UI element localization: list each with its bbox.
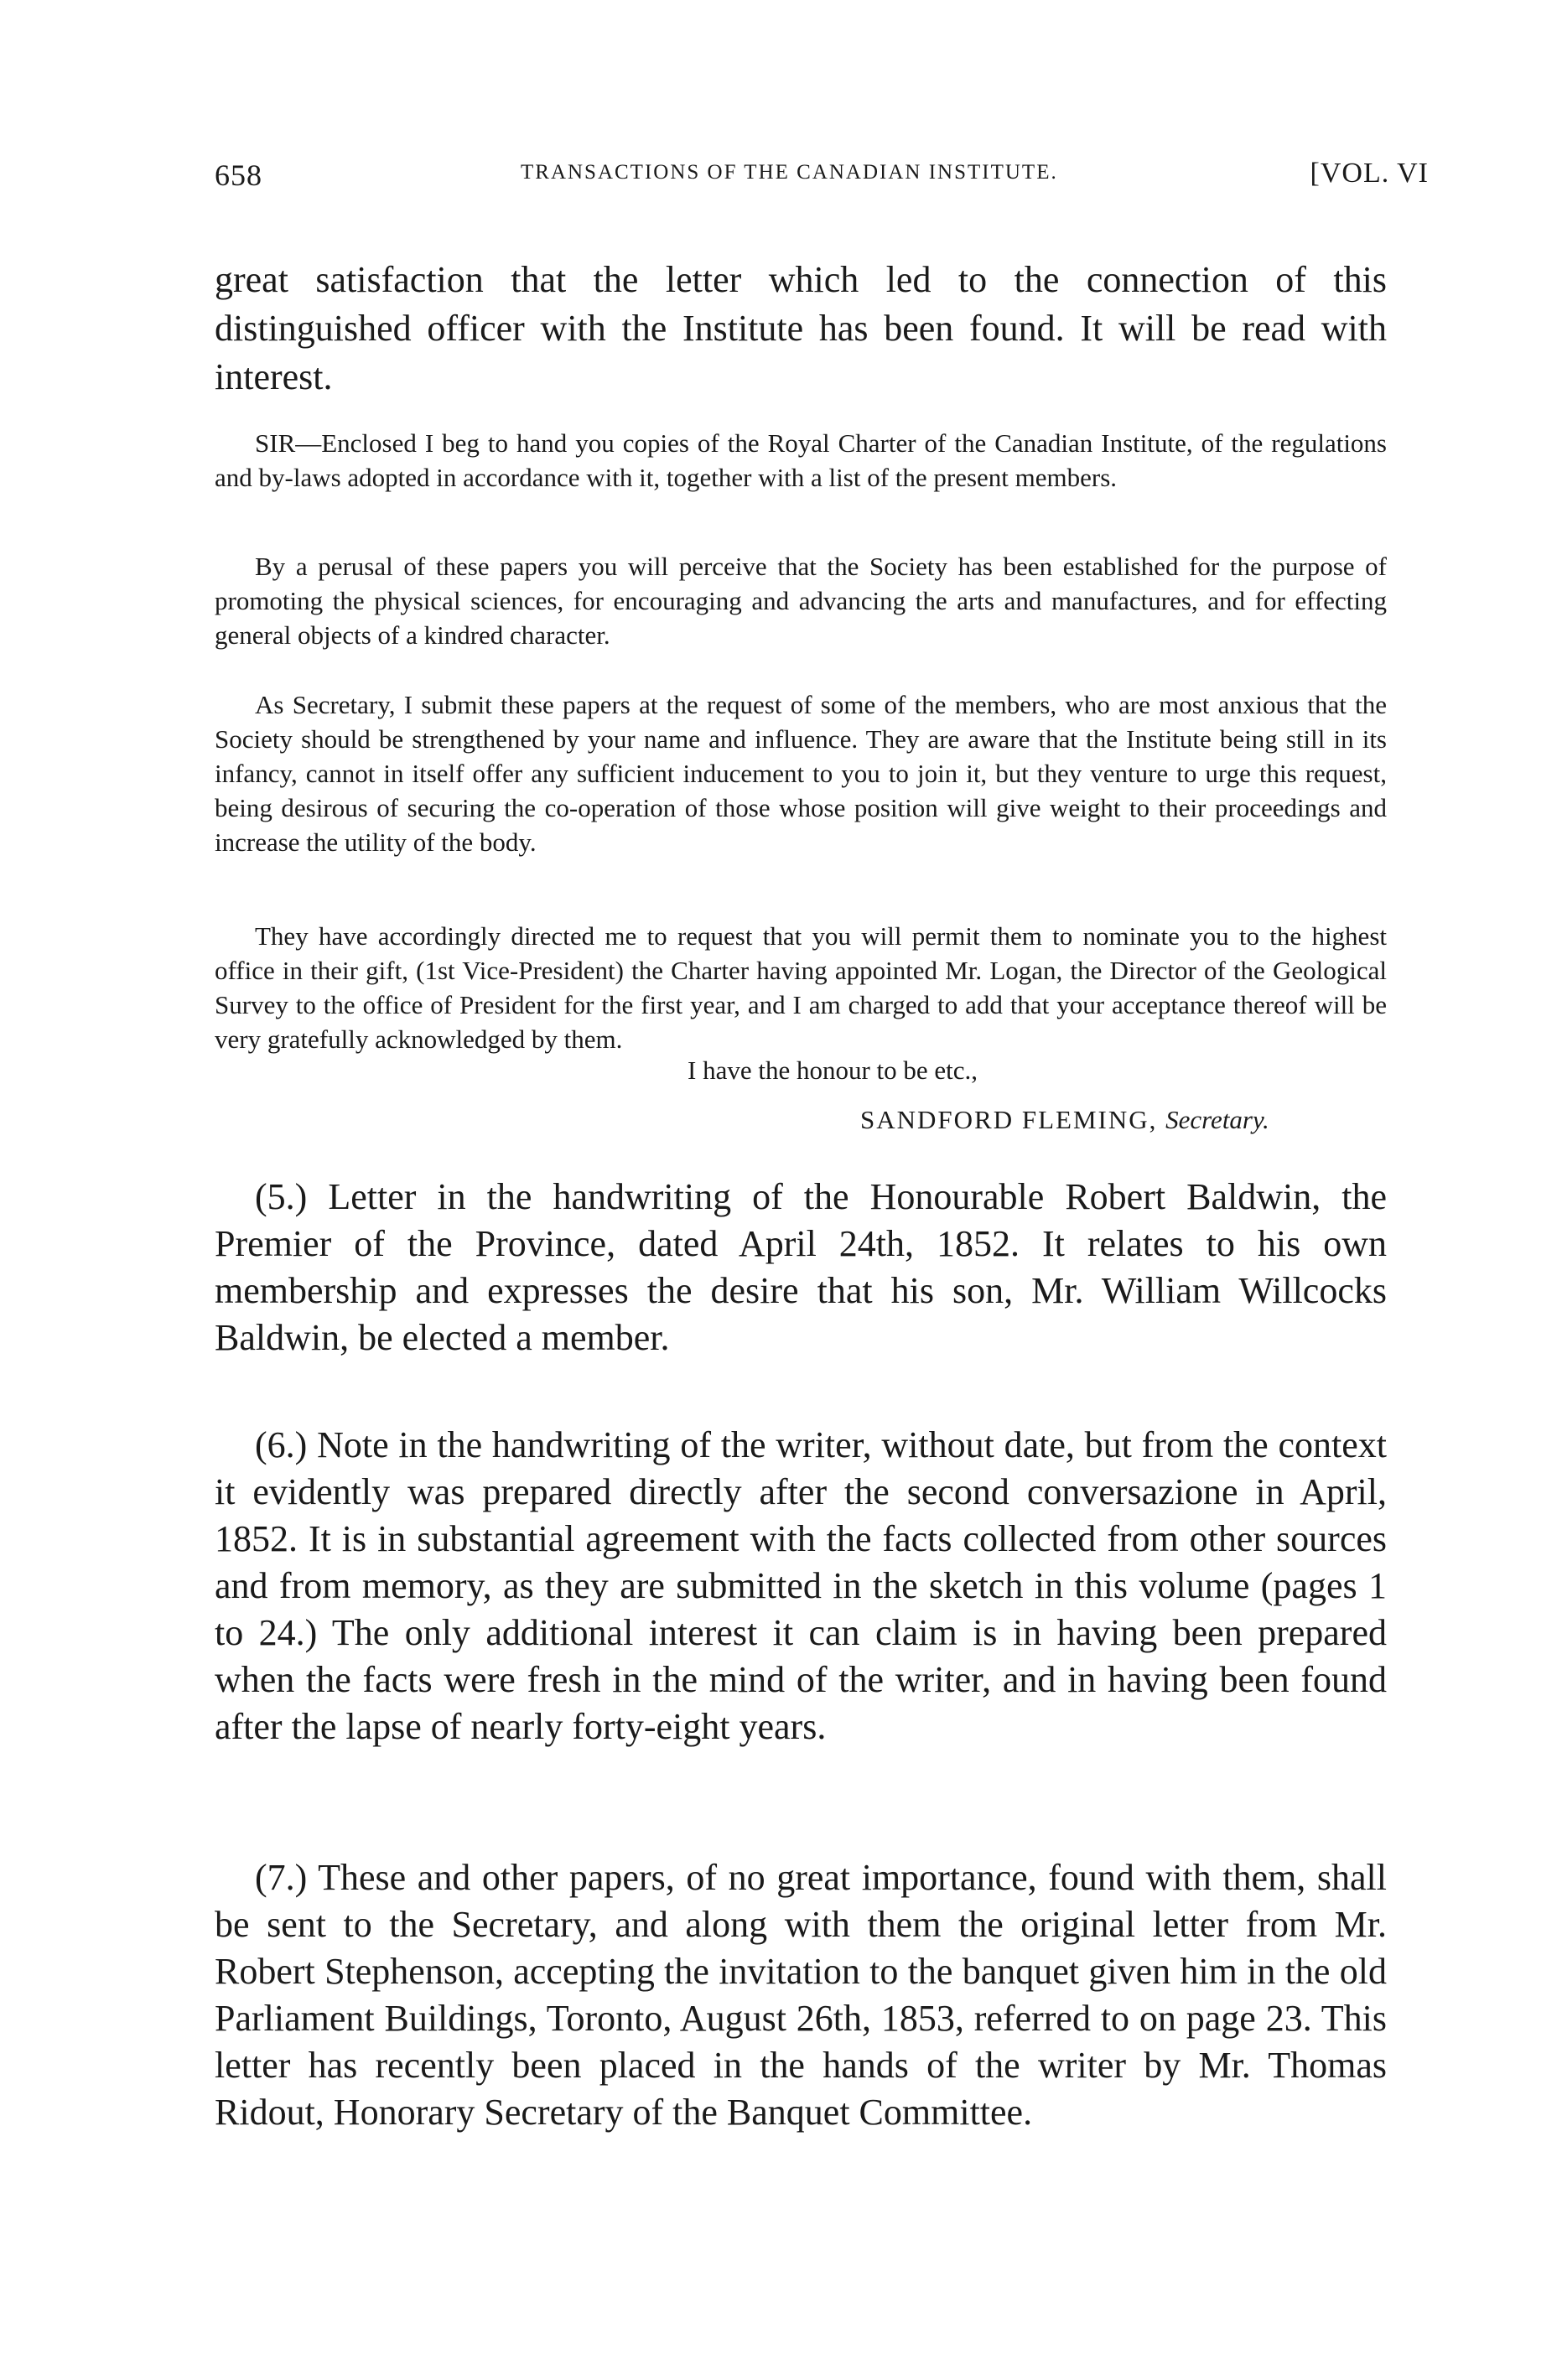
letter-paragraph-4: They have accordingly directed me to request that you will permit them to nominate you to the highest office in their gift, (1st Vice-President) the Charter having appointed Mr. Logan, the Director of the Geological Survey to the office of President for the first year, and I am charged to add that your acceptance thereof will be very gratefully acknowledged by them.: [215, 921, 1387, 1054]
page-number: 658: [215, 158, 262, 192]
letter-paragraph-1: SIR—Enclosed I beg to hand you copies of the Royal Charter of the Canadian Institute, of the regulations and by-laws adopted in accordance with it, together with a list of the present members.: [215, 428, 1387, 492]
signature-name: SANDFORD FLEMING,: [860, 1105, 1158, 1134]
letter-paragraph-3: As Secretary, I submit these papers at the request of some of the members, who are most anxious that the Society should be strengthened by your name and influence. They are aware that the Institute being still in its infancy, cannot in itself offer any sufficient inducement to you to join it, but they venture to urge this request, being desirous of securing the co-operation of those whose position will give weight to their proceedings and increase the utility of the body.: [215, 690, 1387, 857]
volume-label: [VOL. VI: [1310, 158, 1429, 189]
letter-paragraph-2: By a perusal of these papers you will perceive that the Society has been established for the purpose of promoting the physical sciences, for encouraging and advancing the arts and manufactures, and for effecting general objects of a kindred character.: [215, 552, 1387, 650]
letter-closing: I have the honour to be etc.,: [688, 1055, 978, 1085]
lead-paragraph: great satisfaction that the letter which led to the connection of this distinguished officer with the Institute has been found. It will be read with interest.: [215, 259, 1387, 397]
page-header: [215, 158, 1429, 208]
signature-title: Secretary.: [1165, 1105, 1269, 1134]
item-6: (6.) Note in the handwriting of the writer, without date, but from the context it evidently was prepared directly after the second conversazione in April, 1852. It is in substantial agreement with the facts collected from other sources and from memory, as they are submitted in the sketch in this volume (pages 1 to 24.) The only additional interest it can claim is in having been prepared when the facts were fresh in the mind of the writer, and in having been found after the lapse of nearly forty-eight years.: [215, 1424, 1387, 1747]
item-5: (5.) Letter in the handwriting of the Honourable Robert Baldwin, the Premier of the Province, dated April 24th, 1852. It relates to his own membership and expresses the desire that his son, Mr. William Willcocks Baldwin, be elected a member.: [215, 1176, 1387, 1358]
item-7: (7.) These and other papers, of no great importance, found with them, shall be sent to the Secretary, and along with them the original letter from Mr. Robert Stephenson, accepting the invitation to the banquet given him in the old Parliament Buildings, Toronto, August 26th, 1853, referred to on page 23. This letter has recently been placed in the hands of the writer by Mr. Thomas Ridout, Honorary Secretary of the Banquet Committee.: [215, 1857, 1387, 2133]
letter-signature: [860, 1105, 1269, 1135]
running-title: TRANSACTIONS OF THE CANADIAN INSTITUTE.: [521, 161, 1058, 184]
